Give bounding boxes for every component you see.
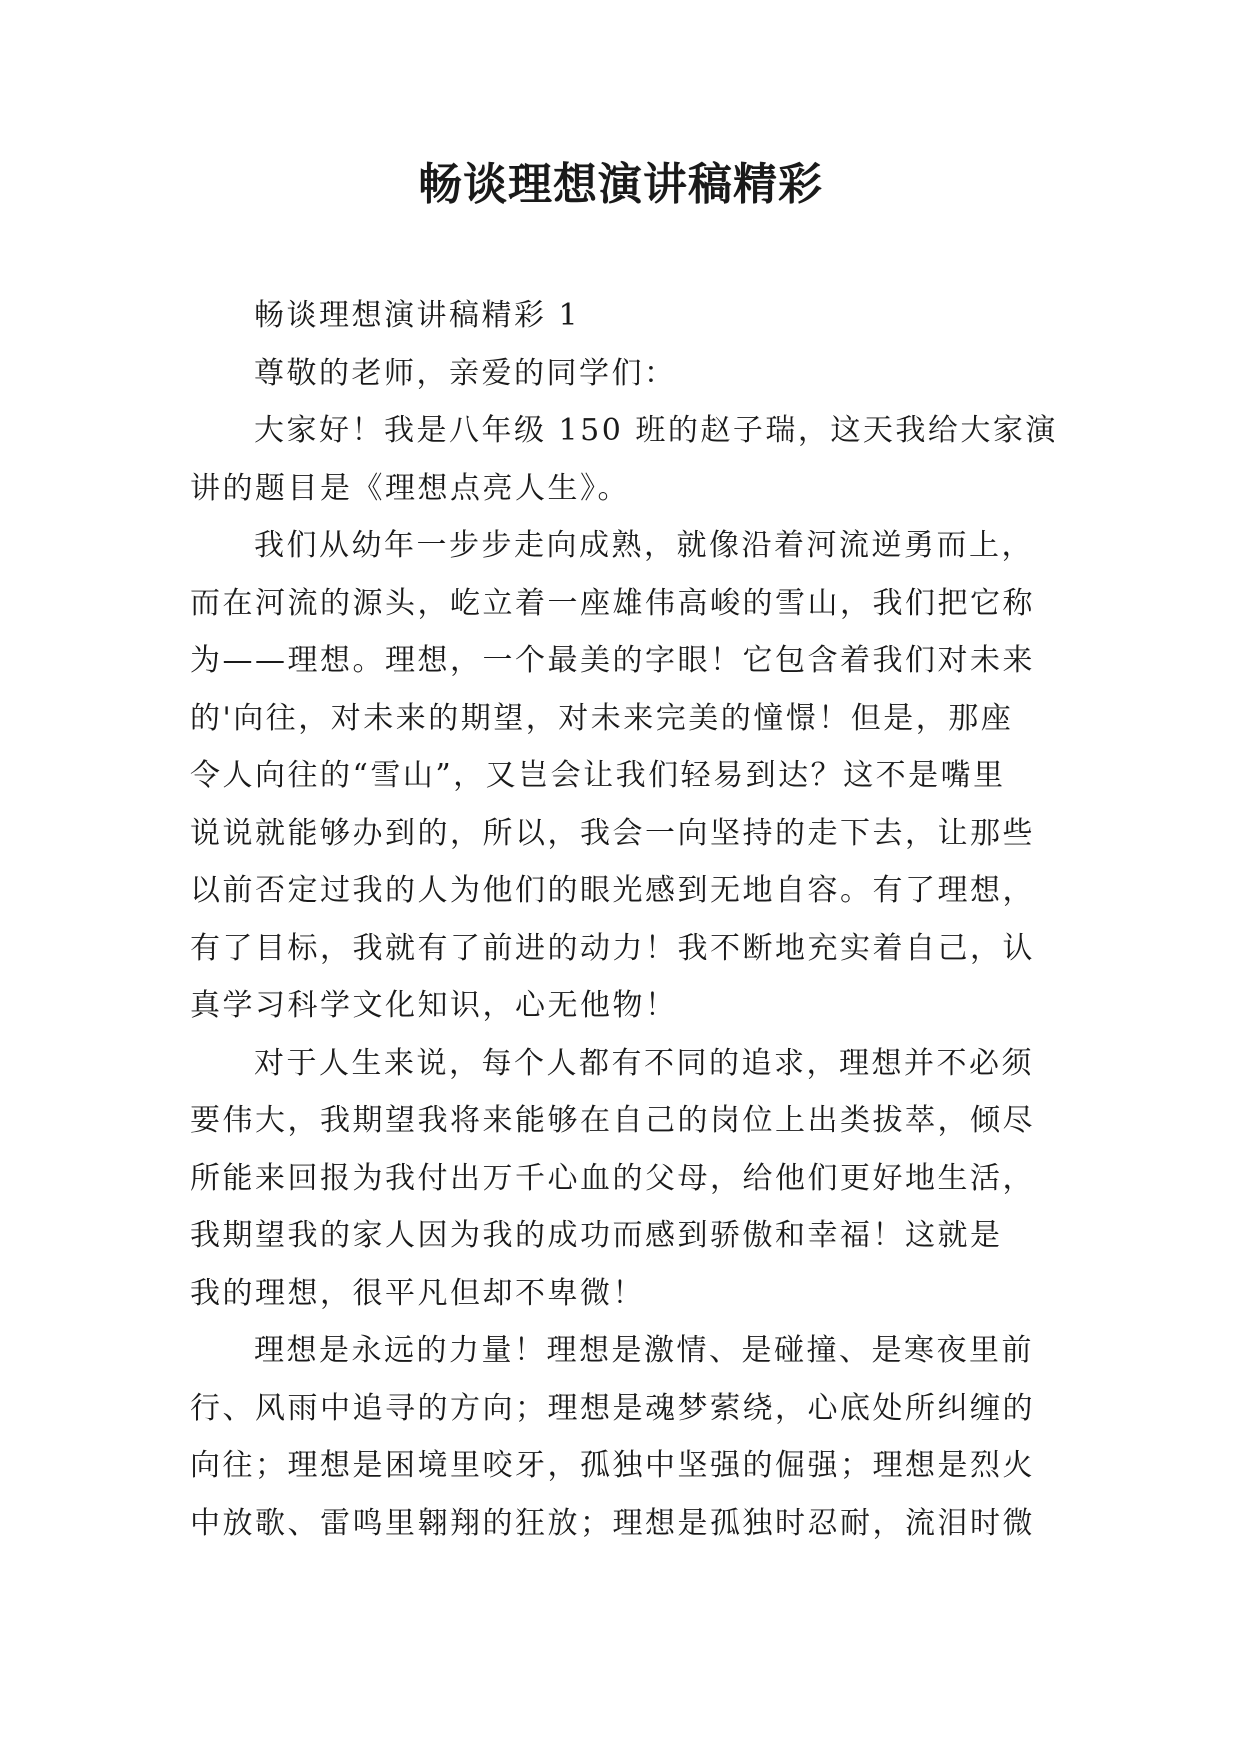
text-line: 的'向往，对未来的期望，对未来完美的憧憬！但是，那座 [190,700,1014,736]
text-line: 尊敬的老师，亲爱的同学们： [254,355,677,391]
text-line: 讲的题目是《理想点亮人生》。 [190,470,630,506]
document-title: 畅谈理想演讲稿精彩 [418,159,823,210]
text-line: 令人向往的“雪山”，又岂会让我们轻易到达？这不是嘴里 [190,758,1006,793]
text-line: 对于人生来说，每个人都有不同的追求，理想并不必须 [254,1045,1034,1081]
document-body [190,287,1058,1552]
text-line: 要伟大，我期望我将来能够在自己的岗位上出类拔萃，倾尽 [190,1103,1035,1138]
text-line: 以前否定过我的人为他们的眼光感到无地自容。有了理想， [190,873,1035,908]
text-line: 理想是永远的力量！理想是激情、是碰撞、是寒夜里前 [254,1333,1034,1368]
text-line: 大家好！我是八年级 150 班的赵子瑞，这天我给大家演 [254,413,1058,448]
text-line: 为——理想。理想，一个最美的字眼！它包含着我们对未来 [190,643,1035,678]
text-line: 所能来回报为我付出万千心血的父母，给他们更好地生活， [190,1160,1035,1196]
text-line: 我的理想，很平凡但却不卑微！ [190,1275,645,1311]
text-line: 说说就能够办到的，所以，我会一向坚持的走下去，让那些 [190,815,1035,851]
text-line: 有了目标，我就有了前进的动力！我不断地充实着自己，认 [190,930,1035,966]
text-line: 真学习科学文化知识，心无他物！ [190,988,678,1023]
text-line: 畅谈理想演讲稿精彩 1 [254,298,581,333]
text-line: 我期望我的家人因为我的成功而感到骄傲和幸福！这就是 [190,1218,1003,1253]
text-line: 向往；理想是困境里咬牙，孤独中坚强的倔强；理想是烈火 [190,1448,1035,1483]
text-line: 中放歌、雷鸣里翱翔的狂放；理想是孤独时忍耐，流泪时微 [190,1505,1035,1541]
text-line: 行、风雨中追寻的方向；理想是魂梦萦绕，心底处所纠缠的 [190,1390,1035,1426]
text-line: 我们从幼年一步步走向成熟，就像沿着河流逆勇而上， [254,528,1034,563]
text-line: 而在河流的源头，屹立着一座雄伟高峻的雪山，我们把它称 [190,585,1035,621]
